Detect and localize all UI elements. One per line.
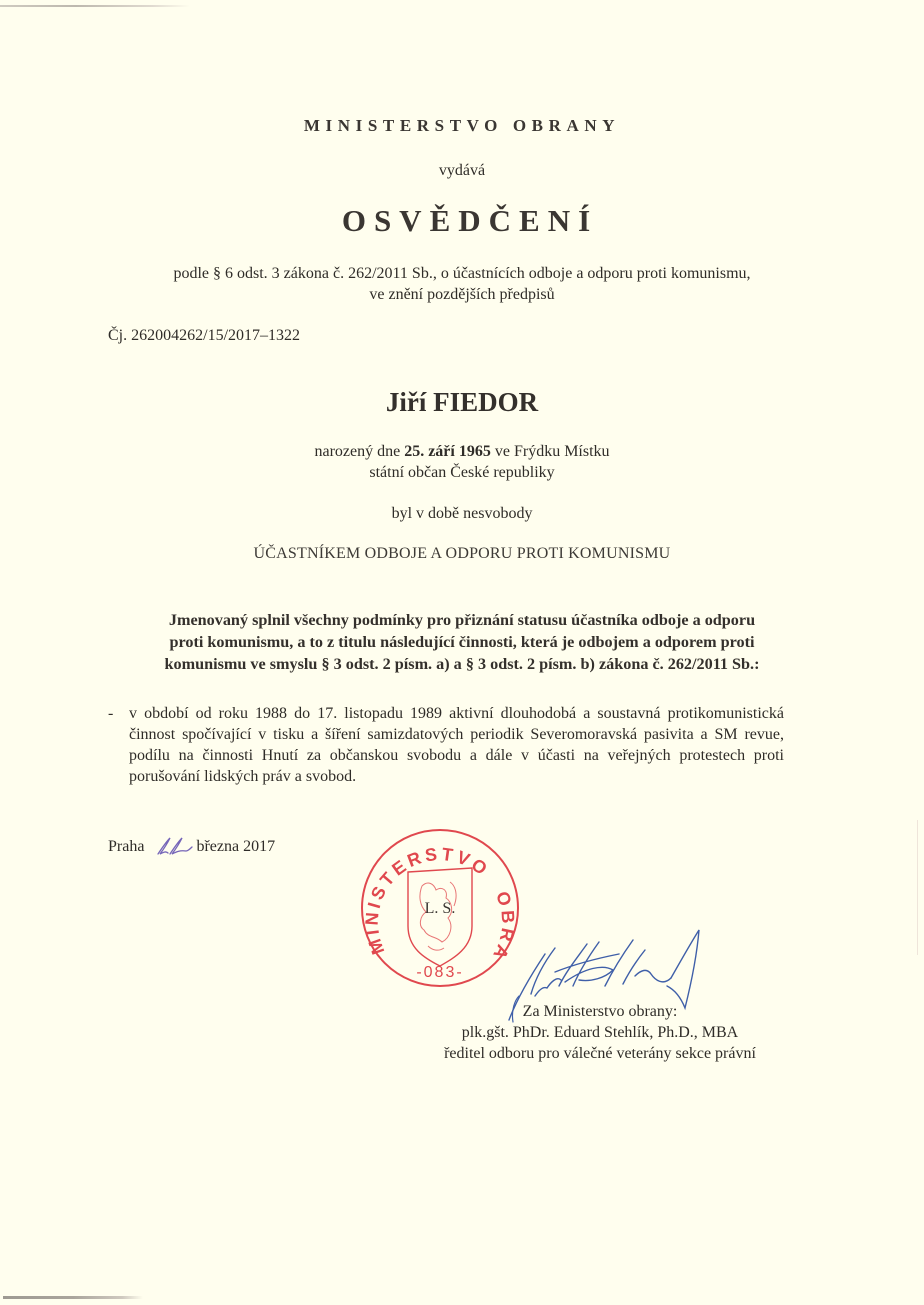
scan-edge-top — [0, 5, 190, 7]
signatory-role: ředitel odboru pro válečné veterány sekce právní — [444, 1045, 756, 1062]
legal-basis — [0, 263, 924, 305]
reference-number: Čj. 262004262/15/2017–1322 — [108, 327, 301, 344]
handwritten-day — [154, 836, 194, 856]
date-rest: března 2017 — [196, 838, 276, 855]
legal-basis-line-1: podle § 6 odst. 3 zákona č. 262/2011 Sb., o účastnících odboje a odporu proti komunismu, — [173, 265, 751, 282]
certificate-title: OSVĚDČENÍ — [341, 203, 599, 238]
conditions-line-3: komunismu ve smyslu § 3 odst. 2 písm. a) a § 3 odst. 2 písm. b) zákona č. 262/2011 Sb.: — [164, 655, 760, 673]
stamp-text-top: MINISTERSTVO — [361, 843, 494, 958]
seal-label: L. S. — [424, 900, 456, 917]
signatory-name: plk.gšt. PhDr. Eduard Stehlík, Ph.D., MBA — [461, 1024, 739, 1041]
conditions-paragraph — [0, 609, 924, 675]
list-bullet: - — [108, 705, 114, 722]
signature-for-label: Za Ministerstvo obrany: — [522, 1003, 678, 1020]
born-prefix: narozený dne — [314, 443, 405, 460]
was-label: byl v době nesvobody — [391, 505, 533, 522]
stamp-number: -083- — [416, 964, 464, 981]
birth-place: ve Frýdku Místku — [490, 443, 610, 460]
conditions-line-1: Jmenovaný splnil všechny podmínky pro přiznání statusu účastníka odboje a odporu — [168, 611, 756, 629]
scan-edge-bottom — [3, 1296, 143, 1299]
birth-line — [0, 441, 924, 462]
issuer-heading: MINISTERSTVO OBRANY — [303, 116, 621, 135]
legal-basis-line-2: ve znění pozdějších předpisů — [369, 286, 555, 303]
place-date — [108, 836, 275, 856]
activity-text: v období od roku 1988 do 17. listopadu 1989 aktivní dlouhodobá a soustavná protikomunistická činnost spočívající v tisku a šíření samizdatových periodik Severomoravská pasivita a SM revue, podílu na činnosti Hnutí za občanskou svobodu a dále v účasti na veřejných protestech proti porušování lidských práv a svobod. — [129, 705, 784, 785]
place: Praha — [108, 838, 145, 855]
scan-edge-right — [917, 820, 918, 955]
recipient-name: Jiří FIEDOR — [385, 387, 539, 417]
issues-label: vydává — [438, 162, 486, 179]
status-heading: ÚČASTNÍKEM ODBOJE A ODPORU PROTI KOMUNISMU — [253, 545, 671, 562]
stamp-text-right: OBRA — [487, 888, 519, 966]
citizenship: státní občan České republiky — [369, 464, 555, 481]
birth-date: 25. září 1965 — [404, 443, 491, 460]
activity-list-item — [108, 703, 784, 787]
conditions-line-2: proti komunismu, a to z titulu následující činnosti, která je odbojem a odporem proti — [169, 633, 755, 651]
recipient-birth-info — [0, 441, 924, 483]
